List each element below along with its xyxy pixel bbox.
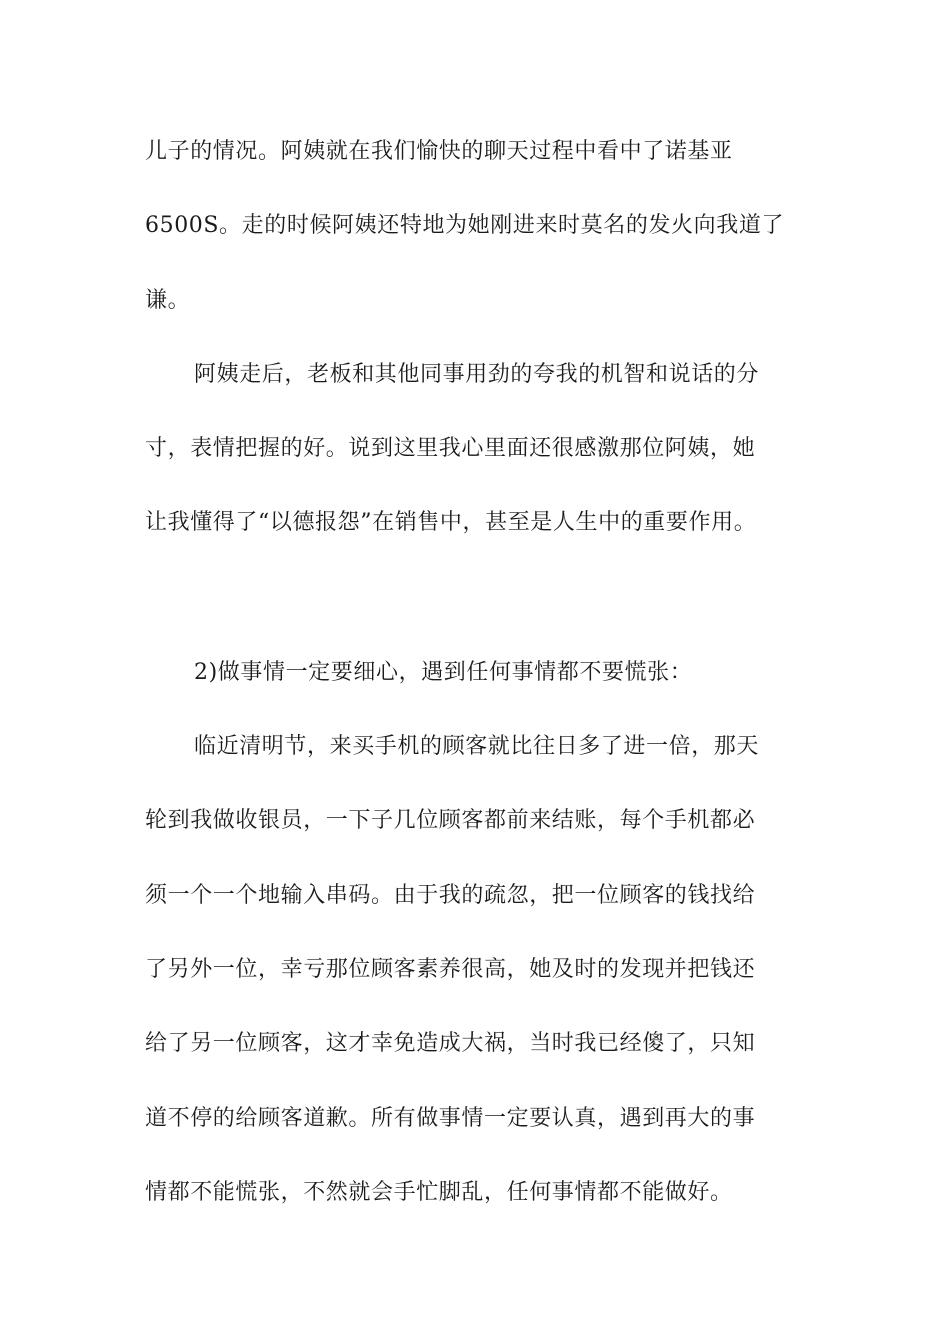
paragraph-line: 儿子的情况。阿姨就在我们愉快的聊天过程中看中了诺基亚 xyxy=(145,139,733,164)
paragraph-line: 寸，表情把握的好。说到这里我心里面还很感激那位阿姨，她 xyxy=(145,436,756,461)
paragraph-line: 须一个一个地输入串码。由于我的疏忽，把一位顾客的钱找给 xyxy=(145,883,756,908)
paragraph-line: 临近清明节，来买手机的顾客就比往日多了进一倍，那天 xyxy=(194,734,760,759)
paragraph-line: 让我懂得了“以德报怨”在销售中，甚至是人生中的重要作用。 xyxy=(145,510,757,535)
section-heading: 2)做事情一定要细心，遇到任何事情都不要慌张： xyxy=(194,660,693,685)
paragraph-line: 阿姨走后，老板和其他同事用劲的夸我的机智和说话的分 xyxy=(194,362,760,387)
paragraph-line: 6500S。走的时候阿姨还特地为她刚进来时莫名的发火向我道了 xyxy=(145,213,785,238)
paragraph-line: 道不停的给顾客道歉。所有做事情一定要认真，遇到再大的事 xyxy=(145,1106,756,1131)
paragraph-line: 给了另一位顾客，这才幸免造成大祸，当时我已经傻了，只知 xyxy=(145,1031,756,1056)
paragraph-line: 情都不能慌张，不然就会手忙脚乱，任何事情都不能做好。 xyxy=(145,1180,733,1205)
paragraph-line: 了另外一位，幸亏那位顾客素养很高，她及时的发现并把钱还 xyxy=(145,957,756,982)
paragraph-line: 谦。 xyxy=(145,288,191,313)
paragraph-line: 轮到我做收银员，一下子几位顾客都前来结账，每个手机都必 xyxy=(145,808,756,833)
